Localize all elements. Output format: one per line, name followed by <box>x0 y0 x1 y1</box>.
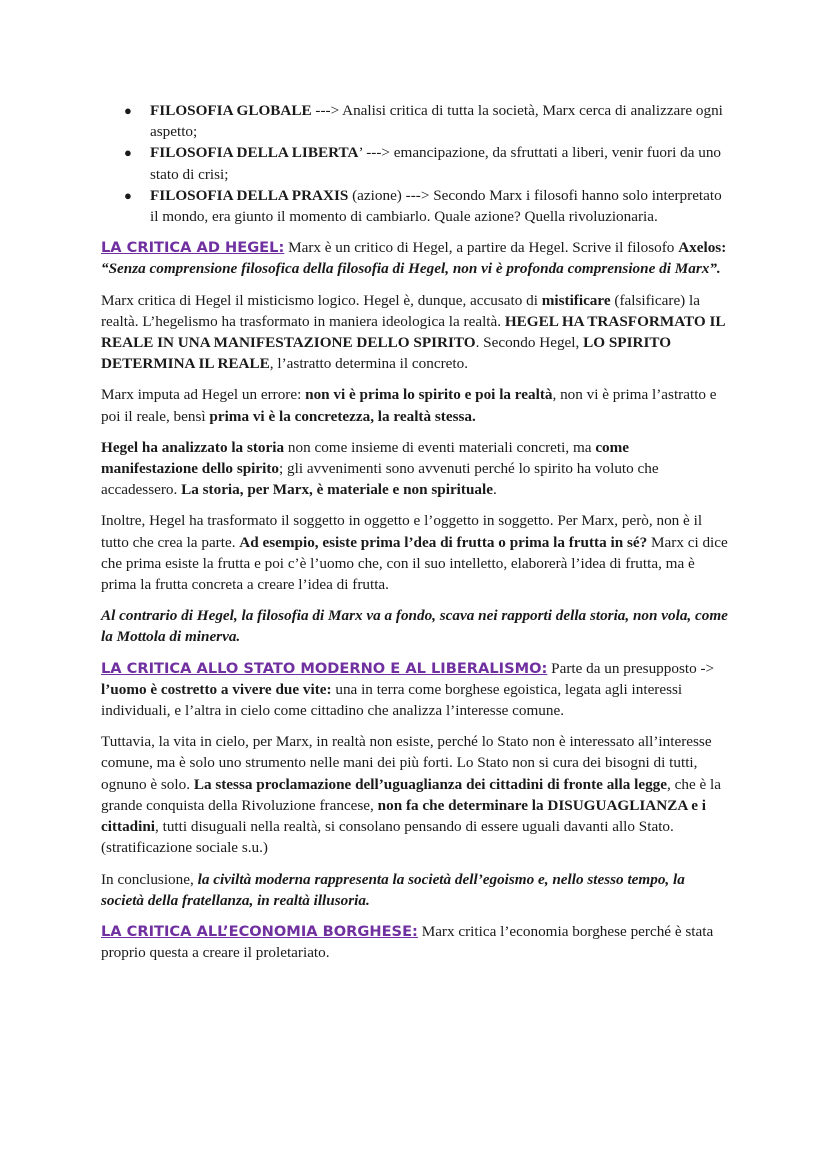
list-item-term: FILOSOFIA DELLA LIBERTA <box>150 144 359 162</box>
list-item <box>101 185 729 227</box>
bullet-icon: ● <box>124 145 132 161</box>
section-heading-stato: LA CRITICA ALLO STATO MODERNO E AL LIBERALISMO: <box>101 659 548 677</box>
stato-section-intro: LA CRITICA ALLO STATO MODERNO E AL LIBERALISMO: Parte da un presupposto -> l’uomo è costretto a vivere due vite: una in terra come borghese egoistica, legata agli interessi individuali, e l’altra in cielo come cittadino che analizza l’interesse comune. <box>101 659 715 720</box>
document-page <box>101 100 729 963</box>
hegel-section-intro: LA CRITICA AD HEGEL: Marx è un critico di Hegel, a partire da Hegel. Scrive il filosofo Axelos: “Senza comprensione filosofica della filosofia di Hegel, non vi è profonda comprensione di Marx”. <box>101 239 727 278</box>
paragraph: Inoltre, Hegel ha trasformato il soggetto in oggetto e l’oggetto in soggetto. Per Marx, però, non è il tutto che crea la parte. Ad esempio, esiste prima l’dea di frutta o prima la frutta in sé? Marx ci dice che prima esiste la frutta e poi c’è l’uomo che, con il suo intelletto, elaborerà l’idea di frutta, ma è prima la frutta concreta a creare l’idea di frutta. <box>101 512 728 594</box>
paragraph: Marx critica di Hegel il misticismo logico. Hegel è, dunque, accusato di mistificare (falsificare) la realtà. L’hegelismo ha trasformato in maniera ideologica la realtà. HEGEL HA TRASFORMATO IL REALE IN UNA MANIFESTAZIONE DELLO SPIRITO. Secondo Hegel, LO SPIRITO DETERMINA IL REALE, l’astratto determina il concreto. <box>101 291 725 373</box>
section-heading-hegel: LA CRITICA AD HEGEL: <box>101 239 285 257</box>
list-item-text: ---> Analisi critica di tutta la società, Marx cerca di analizzare ogni aspetto; <box>150 102 723 141</box>
list-item-term: FILOSOFIA DELLA PRAXIS <box>150 186 349 204</box>
section-heading-economia: LA CRITICA ALL’ECONOMIA BORGHESE: <box>101 922 418 940</box>
list-item-term: FILOSOFIA GLOBALE <box>150 102 312 119</box>
list-item <box>101 142 729 184</box>
paragraph: Al contrario di Hegel, la filosofia di Marx va a fondo, scava nei rapporti della storia, non vola, come la Mottola di minerva. <box>101 607 728 646</box>
economia-section: LA CRITICA ALL’ECONOMIA BORGHESE: Marx critica l’economia borghese perché è stata proprio questa a creare il proletariato. <box>101 922 714 962</box>
bullet-icon: ● <box>124 187 132 203</box>
paragraph: Tuttavia, la vita in cielo, per Marx, in realtà non esiste, perché lo Stato non è interessato all’interesse comune, ma è solo uno strumento nelle mani dei più forti. Lo Stato non si cura dei bisogni di tutti, ognuno è solo. La stessa proclamazione dell’uguaglianza dei cittadini di fronte alla legge, che è la grande conquista della Rivoluzione francese, non fa che determinare la DISUGUAGLIANZA e i cittadini, tutti disuguali nella realtà, si consolano pensando di essere uguali davanti allo Stato. (stratificazione sociale s.u.) <box>101 733 721 857</box>
list-item-text: ’ ---> emancipazione, da sfruttati a liberi, venir fuori da uno stato di crisi; <box>150 144 722 183</box>
paragraph: In conclusione, la civiltà moderna rappresenta la società dell’egoismo e, nello stesso tempo, la società della fratellanza, in realtà illusoria. <box>101 870 685 909</box>
paragraph: Hegel ha analizzato la storia non come insieme di eventi materiali concreti, ma come manifestazione dello spirito; gli avvenimenti sono avvenuti perché lo spirito ha voluto che accadessero. La storia, per Marx, è materiale e non spirituale. <box>101 438 659 499</box>
philosophy-list <box>101 100 729 227</box>
bullet-icon: ● <box>124 103 132 118</box>
list-item-text: (azione) ---> Secondo Marx i filosofi hanno solo interpretato il mondo, era giunto il momento di cambiarlo. Quale azione? Quella rivoluzionaria. <box>150 186 722 226</box>
paragraph: Marx imputa ad Hegel un errore: non vi è prima lo spirito e poi la realtà, non vi è prima l’astratto e poi il reale, bensì prima vi è la concretezza, la realtà stessa. <box>101 386 717 425</box>
list-item <box>101 100 729 142</box>
